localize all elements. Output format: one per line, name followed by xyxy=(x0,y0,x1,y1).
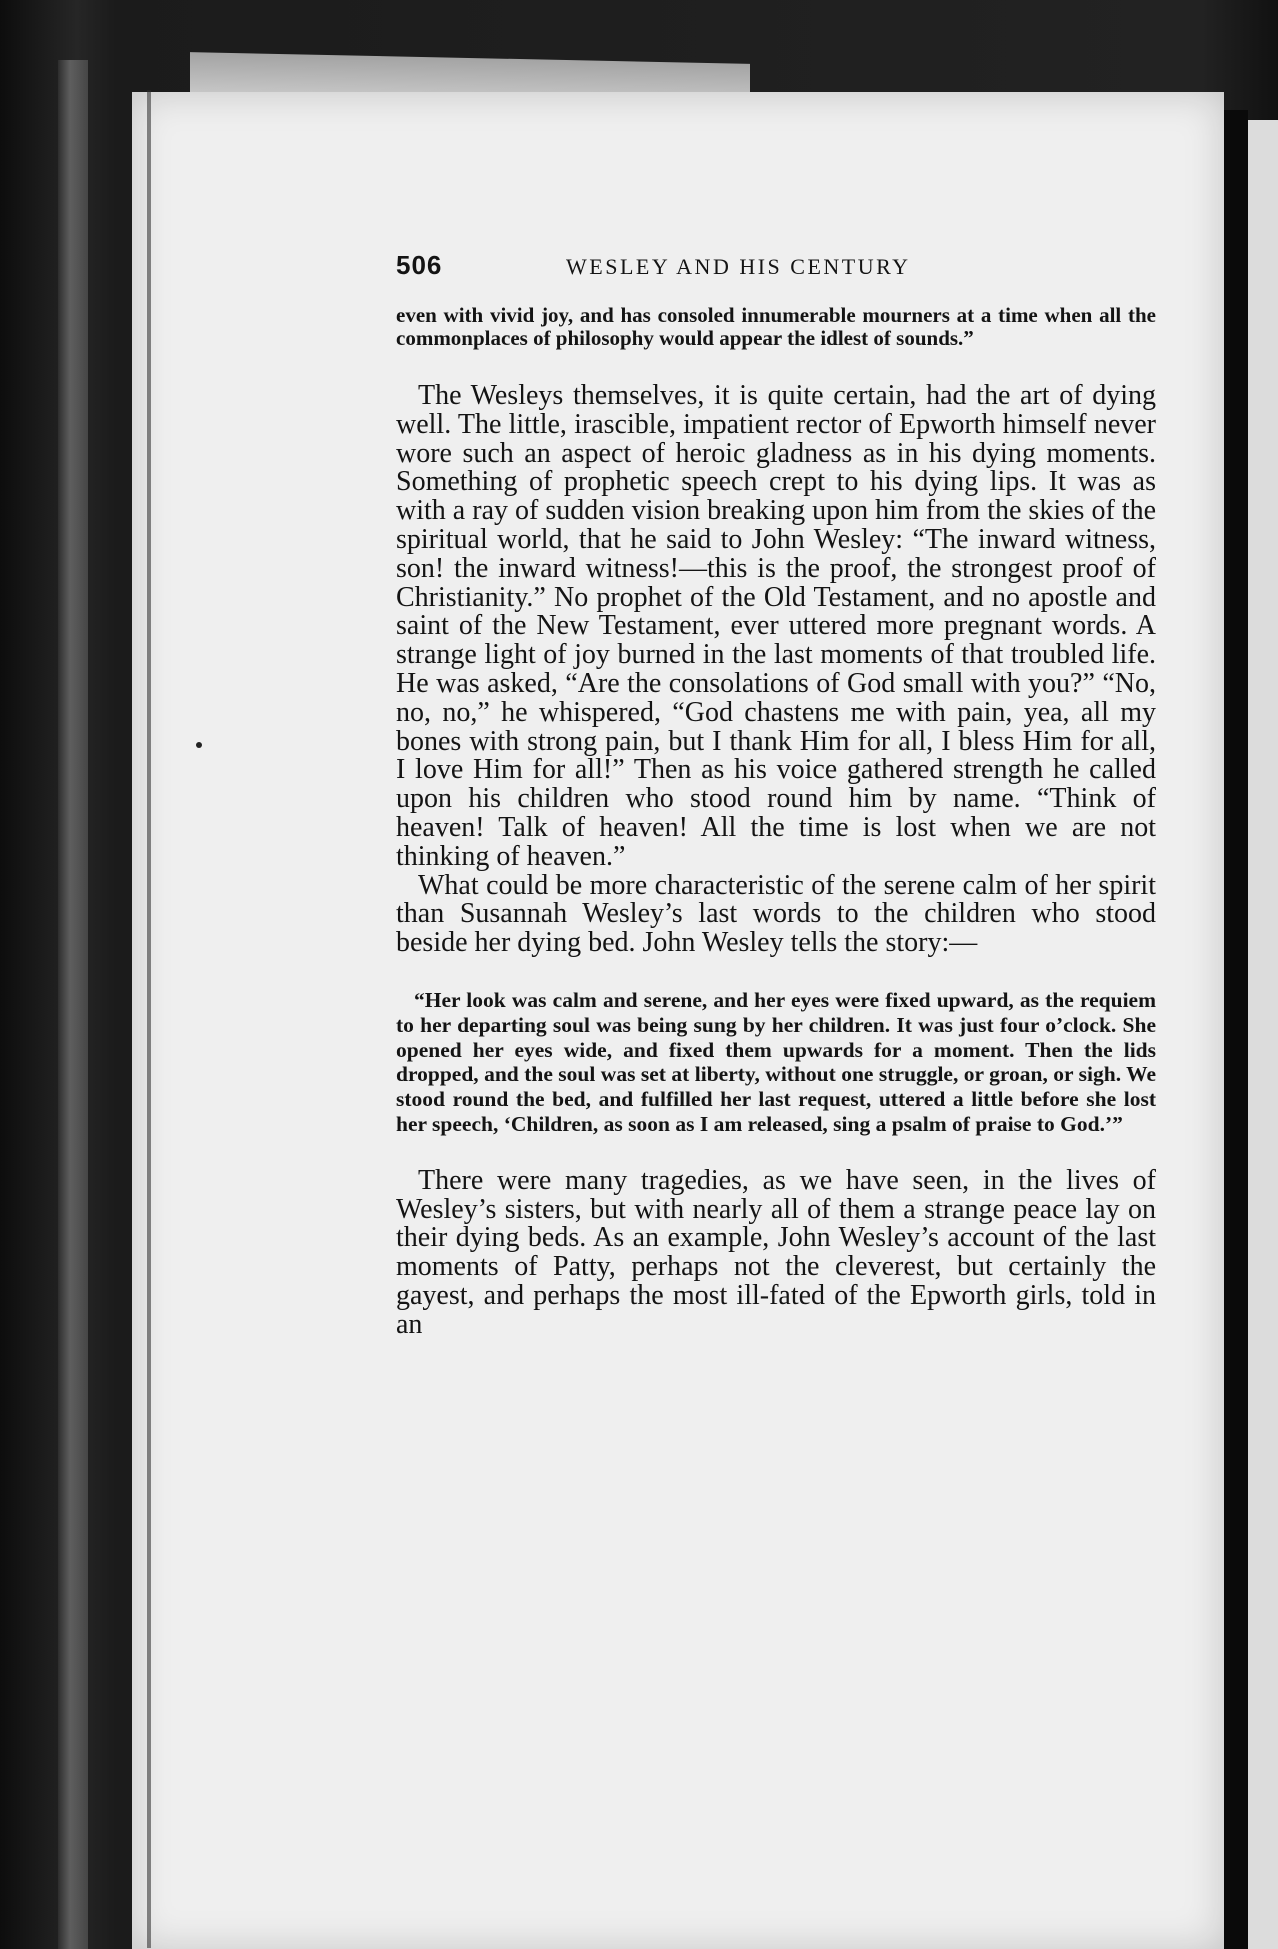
page-number: 506 xyxy=(396,250,443,280)
page-text-block xyxy=(396,250,1156,1340)
book-binding-edge xyxy=(58,60,88,1949)
paragraph-sisters: There were many tragedies, as we have seen, in the lives of Wesley’s sisters, but with nearly all of them a strange peace lay on their dying beds. As an example, John Wesley’s account of the last moments of Patty, perhaps not the cleverest, but certainly the gayest, and perhaps the most ill-fated of the Epworth girls, told in an xyxy=(396,1164,1156,1340)
paragraph-wesleys-dying: The Wesleys themselves, it is quite certain, had the art of dying well. The little, irascible, impatient rector of Epworth himself never wore such an aspect of heroic gladness as in his dying moments. Something of prophetic speech crept to his dying lips. It was as with a ray of sudden vision breaking upon him from the skies of the spiritual world, that he said to John Wesley: “The inward witness, son! the inward witness!—this is the proof, the strongest proof of Christianity.” No prophet of the Old Testament, and no apostle and saint of the New Testament, ever uttered more pregnant words. A strange light of joy burned in the last moments of that troubled life. He was asked, “Are the consolations of God small with you?” “No, no, no,” he whispered, “God chastens me with pain, yea, all my bones with strong pain, but I thank Him for all, I bless Him for all, I love Him for all!” Then as his voice gathered strength he called upon his children who stood round him by name. “Think of heaven! Talk of heaven! All the time is lost when we are not thinking of heaven.” xyxy=(396,380,1156,872)
paragraph-susannah: What could be more characteristic of the serene calm of her spirit than Susannah Wesley’s last words to the children who stood beside her dying bed. John Wesley tells the story:— xyxy=(396,869,1156,959)
page-gutter xyxy=(1224,110,1248,1949)
running-head xyxy=(396,250,1156,290)
running-title: WESLEY AND HIS CENTURY xyxy=(566,254,911,279)
margin-speck xyxy=(196,742,202,748)
page-left-shadow xyxy=(147,90,151,1948)
facing-page-edge xyxy=(1248,120,1278,1949)
continued-quote: even with vivid joy, and has consoled innumerable mourners at a time when all the commonplaces of philosophy would appear the idlest of sounds.” xyxy=(396,303,1156,350)
block-quote-susannah: “Her look was calm and serene, and her eyes were fixed upward, as the requiem to her departing soul was being sung by her children. It was just four o’clock. She opened her eyes wide, and fixed them upwards for a moment. Then the lids dropped, and the soul was set at liberty, without one struggle, or groan, or sigh. We stood round the bed, and fulfilled her last request, uttered a little before she lost her speech, ‘Children, as soon as I am released, sing a psalm of praise to God.’” xyxy=(396,987,1156,1136)
